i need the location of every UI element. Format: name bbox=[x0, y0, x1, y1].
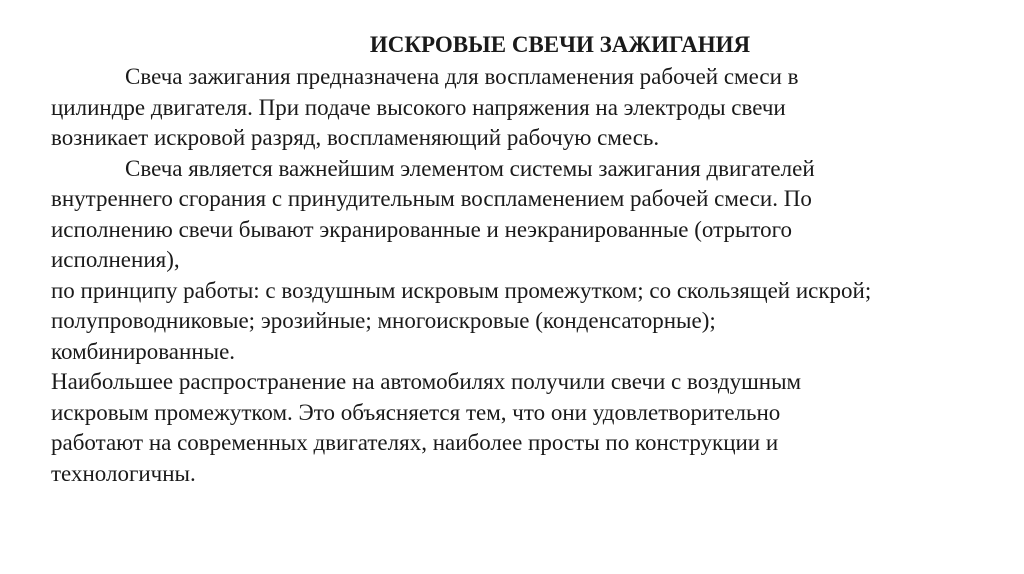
text-line: возникает искровой разряд, воспламеняющий рабочую смесь. bbox=[51, 125, 660, 150]
paragraph-purpose bbox=[51, 62, 1011, 154]
text-line: исполнению свечи бывают экранированные и неэкранированные (отрытого bbox=[51, 216, 793, 242]
text-line: Свеча зажигания предназначена для воспламенения рабочей смеси в bbox=[125, 64, 799, 89]
slide-body bbox=[51, 62, 1011, 489]
text-line: цилиндре двигателя. При подаче высокого напряжения на электроды свечи bbox=[51, 94, 786, 120]
text-line: внутреннего сгорания с принудительным воспламенением рабочей смеси. По bbox=[51, 186, 812, 211]
paragraph-role bbox=[51, 154, 1011, 276]
text-line: технологичны. bbox=[51, 460, 196, 486]
text-line: полупроводниковые; эрозийные; многоискровые (конденсаторные); bbox=[51, 308, 716, 333]
text-line: Наибольшее распространение на автомобилях получили свечи с воздушным bbox=[51, 369, 802, 394]
text-line: исполнения), bbox=[51, 247, 180, 272]
text-line: Свеча является важнейшим элементом системы зажигания двигателей bbox=[125, 155, 815, 181]
paragraph-working-principle bbox=[51, 276, 1011, 368]
text-line: по принципу работы: с воздушным искровым промежутком; со скользящей искрой; bbox=[51, 277, 872, 303]
text-line: искровым промежутком. Это объясняется тем, что они удовлетворительно bbox=[51, 399, 781, 425]
text-line: работают на современных двигателях, наиболее просты по конструкции и bbox=[51, 430, 779, 455]
slide-title: ИСКРОВЫЕ СВЕЧИ ЗАЖИГАНИЯ bbox=[369, 32, 751, 57]
text-line: комбинированные. bbox=[51, 338, 236, 364]
paragraph-prevalence bbox=[51, 367, 1011, 489]
